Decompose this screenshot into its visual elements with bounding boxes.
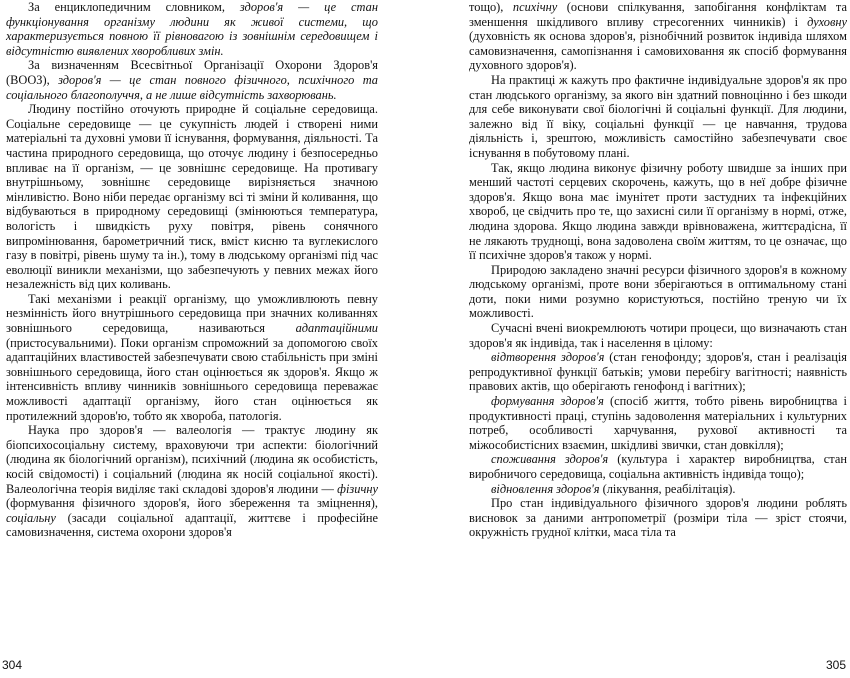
- text-run: (формування фізичного здоров'я, його збереження та зміцнення),: [6, 496, 378, 511]
- text-run: (стан генофонду; здоров'я, стан і реалізація репродуктивної функції батьків; умови перебігу вагітності; наявність правових актів, що оберігають генофонд і вагітних);: [469, 350, 847, 394]
- text-run: (пристосувальними). Поки організм спроможний за допомогою своїх адаптаційних властивостей забезпечувати свою стабільність при зміні зовнішнього середовища, його стан оцінюється як здоров'я. Якщо ж інтенсивність впливу чинників зовнішнього середовища переважає можливості адаптації організму, його стан оцінюється як протилежний здоров'ю, тобто як хвороба, патологія.: [6, 335, 378, 423]
- italic-run: формування здоров'я: [491, 394, 604, 409]
- page-number-left: 304: [2, 658, 23, 672]
- text-run: (засади соціальної адаптації, життєве і професійне самовизначення, система охорони здоров'я: [6, 510, 378, 540]
- list-item: [469, 350, 847, 394]
- italic-run: відтворення здоров'я: [491, 350, 605, 365]
- italic-run: соціальну: [6, 510, 56, 525]
- italic-run: фізичну: [337, 481, 378, 496]
- paragraph: [6, 58, 378, 102]
- text-run: Такі механізми і реакції організму, що уможливлюють певну незмінність його внутрішнього середовища при значних коливаннях зовнішнього середовища, називаються: [6, 291, 378, 336]
- text-run: Про стан індивідуального фізичного здоров'я людини роблять висновок за даними антропометрії (розміри тіла — зріст стоячи, окружність грудної клітки, маса тіла та: [469, 496, 847, 540]
- italic-run: психічну: [512, 0, 558, 14]
- text-run: тощо),: [469, 0, 513, 14]
- paragraph: [6, 423, 378, 540]
- text-run: Людину постійно оточують природне й соціальне середовища. Соціальне середовище — це сукупність людей і створені ними матеріальні та духовні умови її існування, формування, діяльності. Та частина природного середовища, що оточує людину і безпосередньо впливає на її організм, — це зовнішнє середовище. На противагу внутрішньому, зовнішнє середовище вирізняється значною мінливістю. Воно ніби передає організму всі ті зміни й коливання, що відбуваються в природному середовищі (змінюються температура, вологість і швидкість руху повітря, рівень сонячного випромінювання, барометричний тиск, вміст кисню та вуглекислого газу в повітрі, рівень шуму та ін.), тому в людському організмі під час еволюції виникли механізми, що забезпечують у певних межах його незалежність від цих коливань.: [6, 102, 378, 292]
- italic-run: відновлення здоров'я: [491, 481, 600, 496]
- text-run: За енциклопедичним словником,: [28, 0, 240, 14]
- paragraph: [469, 321, 847, 350]
- right-column-text: [469, 0, 847, 540]
- list-item: [469, 452, 847, 481]
- italic-run: споживання здоров'я: [491, 452, 609, 467]
- italic-run: адаптаційними: [295, 321, 378, 336]
- text-run: (лікування, реабілітація).: [599, 481, 736, 496]
- text-run: За визначенням Всесвітньої Організації Охорони Здоров'я (ВООЗ),: [6, 58, 378, 87]
- text-run: (спосіб життя, тобто рівень виробництва і продуктивності праці, ступінь задоволення матеріальних і культурних потреб, особливості харчування, рухової активності та міжособистісних взаємин, шкідливі звички, стан довкілля);: [469, 394, 847, 452]
- text-run: Сучасні вчені виокремлюють чотири процеси, що визначають стан здоров'я як індивіда, так і населення в цілому:: [469, 321, 847, 350]
- italic-run: здоров'я — це стан функціонування організму людини як живої системи, що характеризується повною її рівновагою із зовнішнім середовищем і відсутністю виявлених хворобливих змін.: [6, 0, 378, 58]
- paragraph: [469, 73, 847, 161]
- text-run: (культура і характер виробництва, стан виробничого середовища, соціальна активність індивіда тощо);: [469, 452, 847, 481]
- text-run: Наука про здоров'я — валеологія — трактує людину як біопсихосоціальну систему, враховуючи три аспекти: біологічний (людина як біологічний організм), психічний (людина як особистість, косій свідомості) і соціальний (людина як носій соціальної якості). Валеологічна теорія виділяє такі складові здоров'я людини —: [6, 423, 378, 496]
- paragraph: [469, 496, 847, 540]
- text-run: На практиці ж кажуть про фактичне індивідуальне здоров'я як про стан людського організму, за якого він здатний повноцінно і без шкоди для себе виконувати свої біологічні й соціальні функції. Для людини, залежно від її віку, соціальні функції — це навчання, трудова діяльність і, зрештою, можливість самостійно забезпечувати своє існування в побутовому плані.: [469, 72, 847, 160]
- paragraph: [469, 263, 847, 321]
- text-run: Природою закладено значні ресурси фізичного здоров'я в кожному людському організмі, проте вони зберігаються в оптимальному стані доти, поки ними розумно користуються, постійно треную чи їх можливості.: [469, 262, 847, 321]
- page-number-right: 305: [826, 658, 847, 672]
- text-run: (основи спілкування, запобігання конфліктам та зменшення шкідливого впливу стресогенних чинників) і: [469, 0, 847, 29]
- text-run: (духовність як основа здоров'я, різнобічний розвиток індивіда шляхом самовизначення, самопізнання і самовиховання як спосіб формування духовного здоров'я).: [469, 29, 847, 73]
- italic-run: духовну: [807, 14, 847, 29]
- paragraph: [469, 0, 847, 73]
- list-item: [469, 482, 847, 497]
- italic-run: здоров'я — це стан повного фізичного, психічного та соціального благополуччя, а не лише відсутність захворювань.: [6, 72, 378, 102]
- paragraph: [6, 292, 378, 423]
- paragraph: [469, 161, 847, 263]
- text-run: Так, якщо людина виконує фізичну роботу швидше за інших при менший частоті серцевих скорочень, кажуть, що в неї добре фізичне здоров'я. Якщо вона має імунітет проти застудних та інфекційних хвороб, це свідчить про те, що захисні сили її організму в нормі, отже, людина здорова. Якщо людина завжди врівноважена, життєрадісна, її не лякають труднощі, вона задоволена своїм життям, то це означає, що її психічне здоров'я також у нормі.: [469, 160, 847, 263]
- paragraph: [6, 0, 378, 58]
- list-item: [469, 394, 847, 452]
- left-column-text: [6, 0, 378, 540]
- paragraph: [6, 102, 378, 292]
